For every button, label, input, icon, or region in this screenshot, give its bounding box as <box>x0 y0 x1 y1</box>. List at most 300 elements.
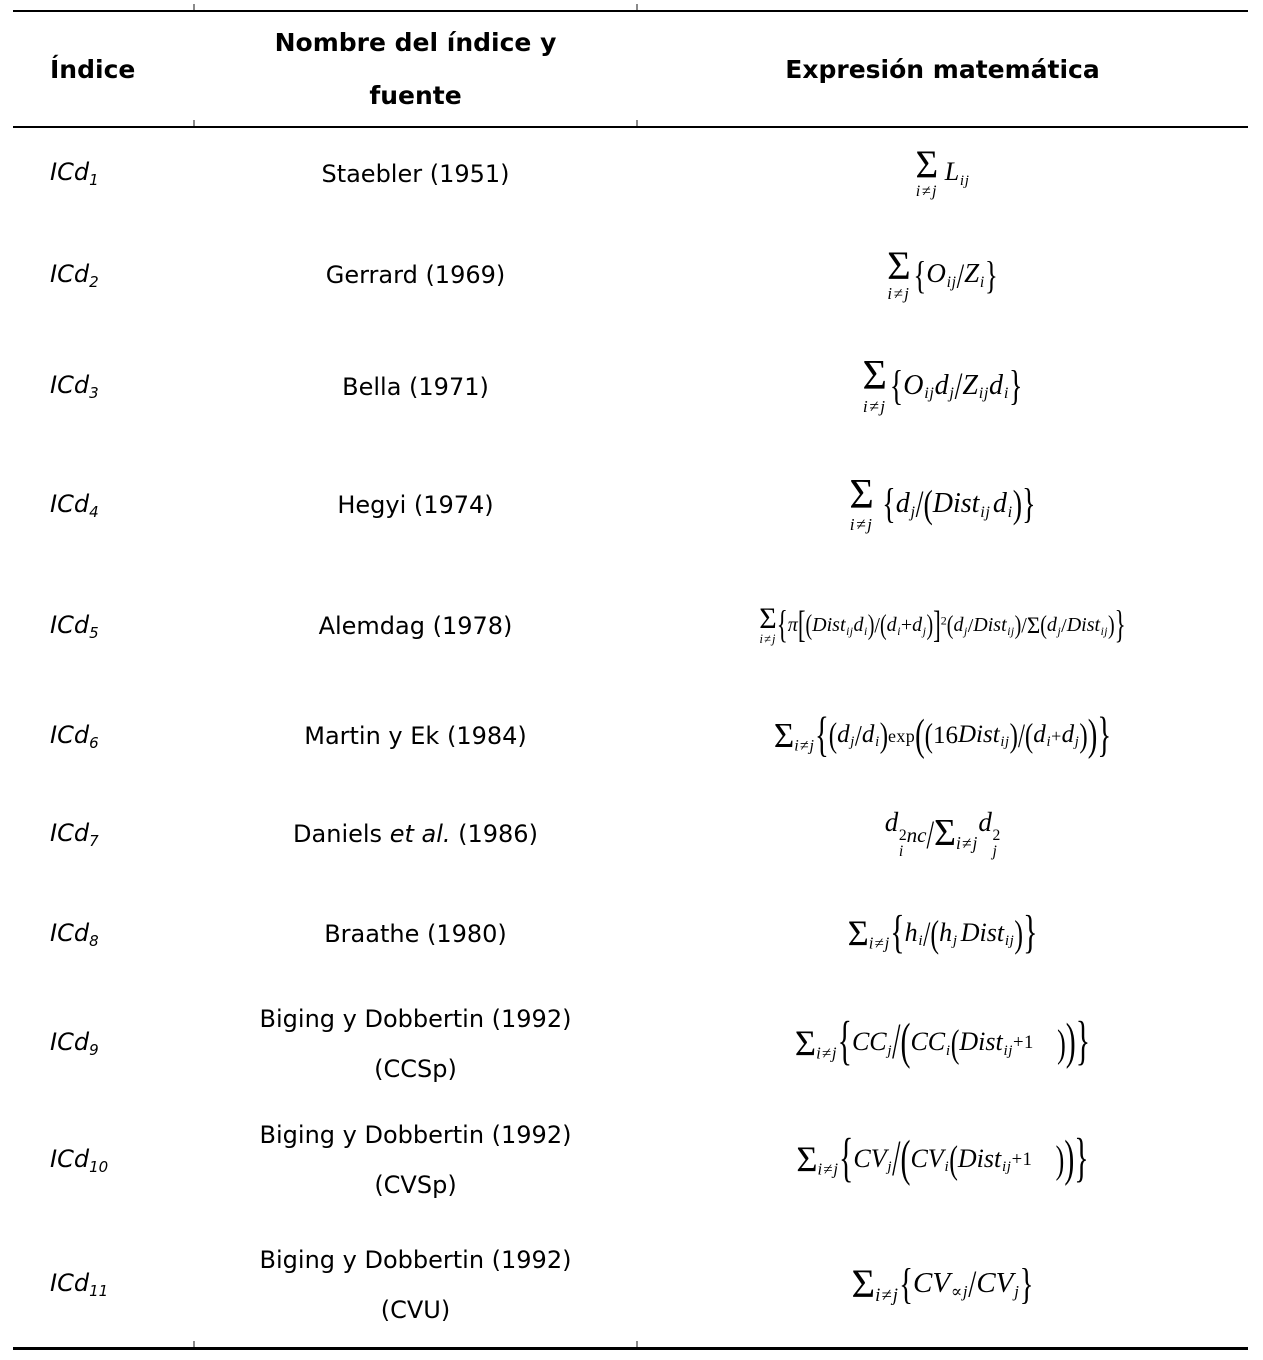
header-indice-label: Índice <box>50 54 136 84</box>
math-subscript: j <box>887 1042 893 1059</box>
math-var-glyph: L <box>944 157 960 187</box>
math-text: 16 <box>933 722 958 749</box>
table-row <box>13 882 1248 986</box>
delimiter-glyph: } <box>1074 1128 1089 1189</box>
index-subscript: 4 <box>89 502 99 521</box>
header-expresion-label: Expresión matemática <box>785 54 1100 84</box>
math-var-glyph: d <box>886 614 897 637</box>
sum-limits: i≠j <box>915 183 938 201</box>
math-delimiter <box>930 913 940 956</box>
source-line <box>326 250 506 300</box>
math-var-glyph: d <box>953 614 964 637</box>
math-var <box>978 807 1000 860</box>
delimiter-glyph: ( <box>923 483 933 527</box>
delimiter-glyph: ) <box>1065 1014 1076 1071</box>
math-subscript: i <box>979 273 985 291</box>
math-delimiter <box>1087 710 1098 760</box>
math-delimiter <box>879 717 889 755</box>
math-subscript: ij <box>1000 734 1010 751</box>
math-subscript: ij <box>1004 933 1015 950</box>
source-line <box>337 480 493 530</box>
math-formula <box>887 242 998 304</box>
index-label: ICd$_2$ <box>50 259 99 291</box>
math-sum-display <box>915 143 939 201</box>
math-delimiter <box>1061 614 1067 639</box>
math-subscript: ij <box>1002 1159 1012 1176</box>
math-delimiter <box>879 610 887 642</box>
source-cell <box>194 1219 637 1350</box>
math-delimiter <box>915 484 924 527</box>
delimiter-glyph: / <box>1017 717 1025 755</box>
math-var-glyph: CV <box>910 1143 944 1173</box>
source-cell <box>194 1101 637 1219</box>
delimiter-glyph: ( <box>900 1130 911 1187</box>
math-delimiter <box>867 610 875 642</box>
math-delimiter <box>1074 1128 1089 1189</box>
delimiter-glyph: ) <box>1108 611 1115 641</box>
source-text: Biging y Dobbertin (1992) <box>259 1245 572 1274</box>
math-delimiter <box>1057 1021 1066 1066</box>
math-subscript: j <box>1057 624 1062 638</box>
math-subscript: i <box>1003 384 1010 403</box>
index-label: ICd$_1$ <box>50 158 99 189</box>
math-var <box>933 488 991 522</box>
formula-cell <box>637 1101 1248 1219</box>
index-subscript: 6 <box>89 733 99 752</box>
delimiter-glyph: ( <box>879 610 887 642</box>
index-label: ICd$_5$ <box>50 610 99 642</box>
delimiter-glyph: { <box>776 603 788 647</box>
delimiter-glyph: ( <box>1040 611 1047 641</box>
formula-cell <box>637 1219 1248 1350</box>
math-subscript: ij <box>1007 624 1015 638</box>
delimiter-glyph: { <box>899 1260 913 1309</box>
math-delimiter <box>889 363 904 410</box>
sum-limits: i≠j <box>817 1159 840 1179</box>
formula-cell <box>637 329 1248 444</box>
math-var-glyph: Dist <box>959 1027 1003 1057</box>
delimiter-glyph: / <box>854 720 862 753</box>
math-sum-inline <box>796 1141 839 1178</box>
delimiter-glyph: { <box>882 481 896 529</box>
source-text: (CCSp) <box>374 1054 457 1083</box>
math-formula <box>796 1128 1089 1189</box>
math-var <box>993 488 1013 522</box>
math-var <box>926 258 956 292</box>
index-cell <box>13 221 194 329</box>
index-label: ICd$_6$ <box>50 720 99 752</box>
header-nombre-line1: Nombre del índice y <box>274 28 557 57</box>
index-cell <box>13 566 194 686</box>
math-delimiter <box>855 721 862 751</box>
math-delimiter <box>1097 707 1112 762</box>
sigma-symbol: Σi≠j <box>934 812 979 855</box>
math-var <box>905 918 924 951</box>
source-line <box>374 1044 457 1094</box>
table-row <box>13 444 1248 566</box>
math-var-glyph: Dist <box>973 614 1007 637</box>
math-subscript: j <box>850 734 855 751</box>
table-row <box>13 1101 1248 1219</box>
delimiter-glyph: ( <box>946 611 954 641</box>
math-var-glyph: d <box>837 720 850 748</box>
header-expresion <box>637 12 1248 126</box>
math-subscript: i <box>897 624 901 638</box>
indices-table <box>13 12 1248 1350</box>
delimiter-glyph: { <box>839 1128 854 1189</box>
source-text: Alemdag (1978) <box>318 612 513 640</box>
math-superscript: 2 <box>940 613 947 628</box>
math-var <box>945 157 970 190</box>
math-var <box>1047 614 1061 637</box>
math-delimiter <box>1014 611 1022 641</box>
sigma-symbol: Σ <box>1026 612 1041 638</box>
index-cell <box>13 986 194 1101</box>
index-cell <box>13 882 194 986</box>
math-var-glyph: d <box>884 807 899 838</box>
source-line <box>304 711 527 761</box>
math-var <box>837 721 855 751</box>
math-subsup-stack: 2 i <box>898 826 907 861</box>
math-delimiter <box>892 1014 901 1071</box>
math-delimiter <box>956 255 965 295</box>
math-subscript: j <box>952 933 958 950</box>
source-line <box>293 809 538 859</box>
sum-limits: i≠j <box>956 833 979 853</box>
index-subscript: 1 <box>89 171 99 189</box>
math-var-glyph: d <box>912 614 923 637</box>
delimiter-glyph: ( <box>950 1021 960 1066</box>
index-subscript: 2 <box>89 272 99 291</box>
math-delimiter <box>926 610 934 642</box>
math-delimiter <box>805 610 813 642</box>
math-var-glyph: CV <box>853 1143 887 1173</box>
sum-limits: i≠j <box>759 632 777 647</box>
math-var <box>910 1144 949 1177</box>
math-var-glyph: Dist <box>958 720 1000 748</box>
math-delimiter <box>1114 603 1126 647</box>
delimiter-glyph: ) <box>867 610 875 642</box>
delimiter-glyph: } <box>1019 1260 1034 1309</box>
source-text: Staebler (1951) <box>321 159 510 188</box>
source-line <box>374 1160 456 1210</box>
math-delimiter <box>933 604 947 646</box>
source-line <box>342 362 489 412</box>
math-delimiter <box>1079 717 1088 755</box>
math-sum-inline <box>848 915 891 952</box>
delimiter-glyph: { <box>890 907 905 959</box>
formula-cell <box>637 986 1248 1101</box>
delimiter-glyph: / <box>923 914 931 954</box>
math-formula <box>862 353 1023 416</box>
math-var <box>973 614 1014 637</box>
math-delimiter <box>1017 717 1025 755</box>
math-delimiter <box>837 1012 852 1072</box>
math-formula <box>759 601 1126 647</box>
math-delimiter <box>1022 481 1036 529</box>
source-cell <box>194 686 637 786</box>
delimiter-glyph: } <box>1023 907 1038 959</box>
math-subscript: ij <box>959 172 970 189</box>
math-delimiter <box>890 907 905 959</box>
index-label: ICd$_{11}$ <box>50 1269 109 1300</box>
table-row <box>13 126 1248 221</box>
math-sum-display <box>849 471 874 535</box>
sum-limits: i≠j <box>794 737 815 755</box>
math-sum-display <box>759 601 777 647</box>
math-delimiter <box>915 710 925 760</box>
delimiter-glyph: ) <box>1009 717 1018 755</box>
math-delimiter <box>923 914 931 954</box>
math-var-glyph: d <box>1033 720 1046 748</box>
delimiter-glyph: } <box>1075 1012 1091 1072</box>
source-text: Gerrard (1969) <box>325 261 506 289</box>
math-sum-inline <box>794 1022 838 1063</box>
source-text: Biging y Dobbertin (1992) <box>259 1004 572 1033</box>
formula-cell <box>637 566 1248 686</box>
table-row <box>13 686 1248 786</box>
sigma-symbol: Σ <box>759 601 777 635</box>
math-var-glyph: CC <box>851 1027 887 1057</box>
math-sum-display <box>887 242 911 304</box>
math-formula <box>885 807 1001 860</box>
delimiter-glyph: } <box>1097 707 1112 762</box>
source-text: et al. <box>389 820 451 848</box>
index-subscript: 11 <box>89 1282 109 1300</box>
sigma-symbol: Σ <box>915 143 939 187</box>
math-subscript: ij <box>946 273 957 291</box>
math-delimiter <box>900 1014 911 1071</box>
math-var <box>1033 721 1051 751</box>
math-subscript: ij <box>924 384 935 403</box>
math-var <box>907 818 927 849</box>
sum-limits: i≠j <box>862 396 887 416</box>
math-var <box>939 918 958 951</box>
source-cell <box>194 329 637 444</box>
math-sum-inline <box>934 812 979 855</box>
index-cell <box>13 126 194 221</box>
math-delimiter <box>839 1128 854 1189</box>
math-raised: +1 <box>1011 1148 1033 1170</box>
formula-cell <box>637 686 1248 786</box>
sum-limits: i≠j <box>887 284 911 304</box>
source-line <box>319 601 513 651</box>
math-delimiter <box>1019 1260 1034 1309</box>
math-delimiter <box>923 483 933 527</box>
math-delimiter <box>814 707 829 762</box>
index-label: ICd$_{10}$ <box>50 1144 109 1176</box>
math-var <box>853 614 867 637</box>
delimiter-glyph: ( <box>1024 717 1034 755</box>
math-subscript: i <box>944 1159 950 1176</box>
delimiter-glyph: ) <box>1014 913 1024 956</box>
math-subscript: j <box>910 502 916 521</box>
math-var-glyph: d <box>992 488 1007 520</box>
table-header-row <box>13 12 1248 126</box>
delimiter-glyph: ) <box>1055 1138 1065 1182</box>
source-line <box>381 1285 450 1335</box>
delimiter-glyph: / <box>915 484 924 527</box>
math-var-glyph: d <box>1061 720 1075 748</box>
math-delimiter <box>924 717 933 755</box>
math-var-glyph: CV <box>912 1266 951 1299</box>
math-delimiter <box>1024 717 1034 755</box>
source-text: Braathe (1980) <box>324 920 507 948</box>
math-sum-inline <box>773 715 815 755</box>
delimiter-glyph: [ <box>797 604 806 646</box>
math-var <box>903 370 934 404</box>
math-delimiter <box>949 1138 958 1182</box>
sum-limits: i≠j <box>816 1043 838 1063</box>
delimiter-glyph: ( <box>900 1014 911 1071</box>
index-cell <box>13 686 194 786</box>
math-delimiter <box>1009 717 1018 755</box>
index-subscript: 5 <box>89 623 99 642</box>
math-delimiter <box>1055 1138 1065 1182</box>
math-subscript: j <box>1074 734 1080 751</box>
source-text: Daniels <box>293 820 390 848</box>
math-var <box>788 614 798 637</box>
math-delimiter <box>882 481 896 529</box>
delimiter-glyph: { <box>837 1012 852 1072</box>
math-var-glyph: h <box>939 917 953 947</box>
sigma-symbol: Σi≠j <box>851 1260 900 1306</box>
math-var-glyph: d <box>934 369 949 401</box>
math-subscript: j <box>949 384 955 403</box>
math-var <box>910 1027 950 1060</box>
index-label: ICd$_8$ <box>50 918 99 950</box>
delimiter-glyph: ) <box>1087 710 1098 760</box>
delimiter-glyph: ) <box>879 717 889 755</box>
math-formula <box>847 907 1038 959</box>
source-cell <box>194 444 637 566</box>
math-delimiter <box>828 717 838 755</box>
delimiter-glyph: ) <box>926 610 934 642</box>
math-var-glyph: Dist <box>957 1143 1002 1173</box>
math-delimiter <box>776 603 788 647</box>
math-subscript: ij <box>846 624 854 638</box>
source-cell <box>194 986 637 1101</box>
math-subscript: i <box>918 933 924 950</box>
delimiter-glyph: ( <box>805 610 813 642</box>
math-subscript: ij <box>1003 1042 1014 1059</box>
math-formula <box>849 471 1036 535</box>
math-delimiter <box>1075 1012 1091 1072</box>
index-subscript: 7 <box>89 831 99 850</box>
math-subscript: j <box>964 624 968 638</box>
math-subscript: ij <box>980 502 991 521</box>
column-tick <box>636 4 638 10</box>
math-subscript: j <box>1014 1282 1020 1301</box>
source-cell <box>194 126 637 221</box>
math-subscript: i <box>875 734 880 751</box>
math-delimiter <box>926 811 935 857</box>
math-var-glyph: Z <box>964 258 980 289</box>
table-row <box>13 986 1248 1101</box>
delimiter-glyph: / <box>874 614 880 639</box>
math-var <box>852 1027 892 1060</box>
delimiter-glyph: ( <box>949 1138 958 1182</box>
math-var <box>935 370 955 404</box>
source-line <box>324 909 507 959</box>
math-raised: exp <box>888 725 916 746</box>
table-row <box>13 221 1248 329</box>
math-sum-inline <box>851 1260 900 1306</box>
index-subscript: 9 <box>89 1041 99 1059</box>
math-var-glyph: d <box>853 614 864 637</box>
delimiter-glyph: ( <box>930 913 940 956</box>
index-label: ICd$_4$ <box>50 489 99 521</box>
math-delimiter <box>1012 483 1023 527</box>
delimiter-glyph: / <box>1021 614 1027 639</box>
sum-limits: i≠j <box>849 515 874 535</box>
delimiter-glyph: ( <box>924 717 933 755</box>
source-cell <box>194 882 637 986</box>
formula-cell <box>637 126 1248 221</box>
math-delimiter <box>1021 614 1027 639</box>
math-raised: +1 <box>1013 1032 1034 1054</box>
math-var-glyph: d <box>895 488 910 520</box>
delimiter-glyph: / <box>1061 615 1067 638</box>
math-var-glyph: nc <box>906 823 927 848</box>
column-tick <box>193 4 195 10</box>
sigma-symbol: Σi≠j <box>794 1022 838 1063</box>
math-var-glyph: Dist <box>1066 614 1101 637</box>
source-line <box>321 149 509 199</box>
math-var-glyph: Dist <box>960 917 1005 947</box>
math-subscript: i <box>945 1042 951 1059</box>
formula-cell <box>637 786 1248 882</box>
table-row <box>13 566 1248 686</box>
index-label: ICd$_7$ <box>50 818 99 850</box>
math-var-glyph: d <box>978 807 992 838</box>
math-subsup-stack: 2 j <box>992 826 1001 861</box>
math-delimiter <box>900 1130 911 1187</box>
index-label: ICd$_9$ <box>50 1028 99 1059</box>
math-delimiter <box>1108 611 1115 641</box>
math-formula <box>773 707 1112 762</box>
delimiter-glyph: } <box>1009 363 1023 410</box>
sigma-symbol: Σi≠j <box>773 715 815 755</box>
delimiter-glyph: } <box>1022 481 1036 529</box>
delimiter-glyph: ( <box>915 710 925 760</box>
math-var-glyph: CC <box>910 1027 946 1057</box>
delimiter-glyph: / <box>967 615 974 638</box>
header-nombre <box>194 12 637 126</box>
math-var <box>1067 614 1108 637</box>
math-var-glyph: CV <box>976 1266 1014 1299</box>
source-text: (1986) <box>450 820 538 848</box>
delimiter-glyph: { <box>889 363 904 410</box>
delimiter-glyph: ] <box>933 604 941 646</box>
source-text: Hegyi (1974) <box>337 491 494 519</box>
header-nombre-line2: fuente <box>369 81 462 110</box>
math-delimiter <box>954 365 963 408</box>
math-subscript: i <box>1046 734 1052 751</box>
math-var <box>862 721 880 751</box>
source-line <box>260 1110 572 1160</box>
math-var <box>958 1144 1012 1177</box>
math-var-glyph: h <box>904 917 918 947</box>
delimiter-glyph: / <box>968 1263 977 1306</box>
math-delimiter <box>1014 913 1024 956</box>
formula-cell <box>637 882 1248 986</box>
delimiter-glyph: / <box>892 1130 901 1187</box>
index-subscript: 3 <box>89 384 99 402</box>
math-var-glyph: d <box>861 720 875 748</box>
math-delimiter <box>892 1130 901 1187</box>
math-var <box>962 370 989 404</box>
